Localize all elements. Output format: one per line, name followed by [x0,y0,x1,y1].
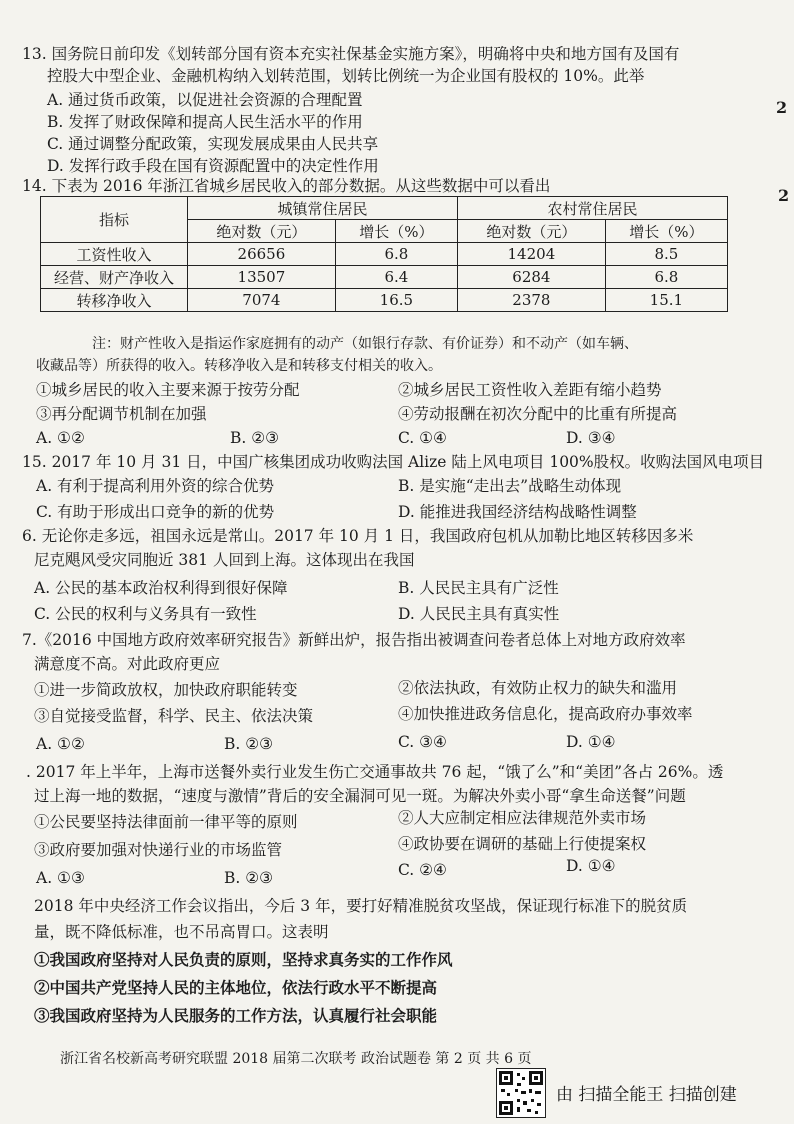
q13-option-c: C. 通过调整分配政策，实现发展成果由人民共享 [47,135,379,153]
table-cell: 6.4 [335,266,457,289]
table-header-urban-growth: 增长（%） [335,220,457,243]
q17-line1: 7.《2016 中国地方政府效率研究报告》新鲜出炉，报告指出被调查问卷者总体上对地方政府效率 [22,631,686,649]
q15-option-d: D. 能推进我国经济结构战略性调整 [398,503,637,521]
table-cell: 6.8 [605,266,727,289]
q16-line2: 尼克飓风受灾同胞近 381 人回到上海。这体现出在我国 [34,551,415,569]
q17-option-a: A. ①② [36,735,85,753]
q14-statement-3: ③再分配调节机制在加强 [36,405,207,423]
q19-statement-1: ①我国政府坚持对人民负责的原则，坚持求真务实的工作作风 [34,950,453,969]
q18-statement-2: ②人大应制定相应法律规范外卖市场 [398,809,647,827]
q14-note-line2: 收藏品等）所获得的收入。转移净收入是和转移支付相关的收入。 [36,358,442,374]
q17-option-b: B. ②③ [224,735,274,753]
page-footer: 浙江省名校新高考研究联盟 2018 届第二次联考 政治试题卷 第 2 页 共 6 页 [60,1051,532,1067]
q17-statement-2: ②依法执政，有效防止权力的缺失和滥用 [398,679,678,697]
table-row [41,243,728,266]
q15-option-b: B. 是实施“走出去”战略生动体现 [398,477,622,495]
q14-option-c: C. ①④ [398,429,447,447]
q17-option-d: D. ①④ [566,733,616,751]
table-header-urban: 城镇常住居民 [188,197,458,220]
q18-statement-3: ③政府要加强对快递行业的市场监管 [34,841,283,859]
q14-option-b: B. ②③ [230,429,280,447]
q17-line2: 满意度不高。对此政府更应 [34,655,221,673]
q19-line2: 量，既不降低标准，也不吊高胃口。这表明 [34,923,329,941]
q15-stem: 15. 2017 年 10 月 31 日，中国广核集团成功收购法国 Alize 陆上风电项目 100%股权。收购法国风电项目 [22,453,765,471]
q18-option-a: A. ①③ [36,869,85,887]
table-row [41,289,728,312]
table-header-indicator: 指标 [41,197,188,243]
q17-option-c: C. ③④ [398,733,447,751]
margin-mark: 2 [778,186,790,205]
table-cell: 16.5 [335,289,457,312]
q15-option-a: A. 有利于提高利用外资的综合优势 [36,477,275,495]
table-cell: 经营、财产净收入 [41,266,188,289]
q16-option-a: A. 公民的基本政治权利得到很好保障 [34,579,288,597]
table-cell: 13507 [188,266,336,289]
table-cell: 转移净收入 [41,289,188,312]
table-cell: 2378 [457,289,605,312]
income-table [40,196,728,312]
table-cell: 6.8 [335,243,457,266]
table-header-rural-abs: 绝对数（元） [457,220,605,243]
table-header-urban-abs: 绝对数（元） [188,220,336,243]
q17-statement-3: ③自觉接受监督，科学、民主、依法决策 [34,707,314,725]
q17-statement-4: ④加快推进政务信息化，提高政府办事效率 [398,705,693,723]
q18-line2: 过上海一地的数据，“速度与激情”背后的安全漏洞可见一斑。为解决外卖小哥“拿生命送餐”问题 [34,787,686,805]
q14-option-a: A. ①② [36,429,85,447]
table-cell: 14204 [457,243,605,266]
q16-line1: 6. 无论你走多远，祖国永远是常山。2017 年 10 月 1 日，我国政府包机从加勒比地区转移因多米 [22,527,694,545]
scanner-watermark: 由 扫描全能王 扫描创建 [556,1085,737,1105]
table-cell: 15.1 [605,289,727,312]
q14-statement-1: ①城乡居民的收入主要来源于按劳分配 [36,381,300,399]
q14-note-line1: 注：财产性收入是指运作家庭拥有的动产（如银行存款、有价证券）和不动产（如车辆、 [92,336,638,352]
q18-statement-4: ④政协要在调研的基础上行使提案权 [398,835,647,853]
table-row [41,266,728,289]
table-cell: 26656 [188,243,336,266]
q16-option-b: B. 人民民主具有广泛性 [398,579,559,597]
q18-statement-1: ①公民要坚持法律面前一律平等的原则 [34,813,298,831]
q13-line2: 控股大中型企业、金融机构纳入划转范围，划转比例统一为企业国有股权的 10%。此举 [47,67,645,85]
q18-option-c: C. ②④ [398,861,447,879]
table-cell: 8.5 [605,243,727,266]
qr-code-icon [496,1068,546,1118]
q16-option-c: C. 公民的权利与义务具有一致性 [34,605,257,623]
q19-statement-2: ②中国共产党坚持人民的主体地位，依法行政水平不断提高 [34,978,438,997]
q13-option-a: A. 通过货币政策，以促进社会资源的合理配置 [47,91,363,109]
table-cell: 7074 [188,289,336,312]
q16-option-d: D. 人民民主具有真实性 [398,605,560,623]
q15-option-c: C. 有助于形成出口竞争的新的优势 [36,503,275,521]
table-cell: 6284 [457,266,605,289]
q19-statement-3: ③我国政府坚持为人民服务的工作方法，认真履行社会职能 [34,1006,438,1025]
q13-line1: 13. 国务院日前印发《划转部分国有资本充实社保基金实施方案》，明确将中央和地方国有及国有 [22,45,680,63]
table-cell: 工资性收入 [41,243,188,266]
q14-option-d: D. ③④ [566,429,616,447]
margin-mark: 2 [776,98,788,117]
q18-line1: . 2017 年上半年，上海市送餐外卖行业发生伤亡交通事故共 76 起，“饿了么”和“美团”各占 26%。透 [26,763,724,781]
table-header-rural-growth: 增长（%） [605,220,727,243]
q14-statement-4: ④劳动报酬在初次分配中的比重有所提高 [398,405,678,423]
q14-stem: 14. 下表为 2016 年浙江省城乡居民收入的部分数据。从这些数据中可以看出 [22,177,551,195]
q19-line1: 2018 年中央经济工作会议指出，今后 3 年，要打好精准脱贫攻坚战，保证现行标准下的脱贫质 [34,897,688,915]
q17-statement-1: ①进一步简政放权，加快政府职能转变 [34,681,298,699]
q18-option-b: B. ②③ [224,869,274,887]
q13-option-b: B. 发挥了财政保障和提高人民生活水平的作用 [47,113,363,131]
q14-statement-2: ②城乡居民工资性收入差距有缩小趋势 [398,381,662,399]
q18-option-d: D. ①④ [566,857,616,875]
table-header-rural: 农村常住居民 [457,197,727,220]
q13-option-d: D. 发挥行政手段在国有资源配置中的决定性作用 [47,157,379,175]
